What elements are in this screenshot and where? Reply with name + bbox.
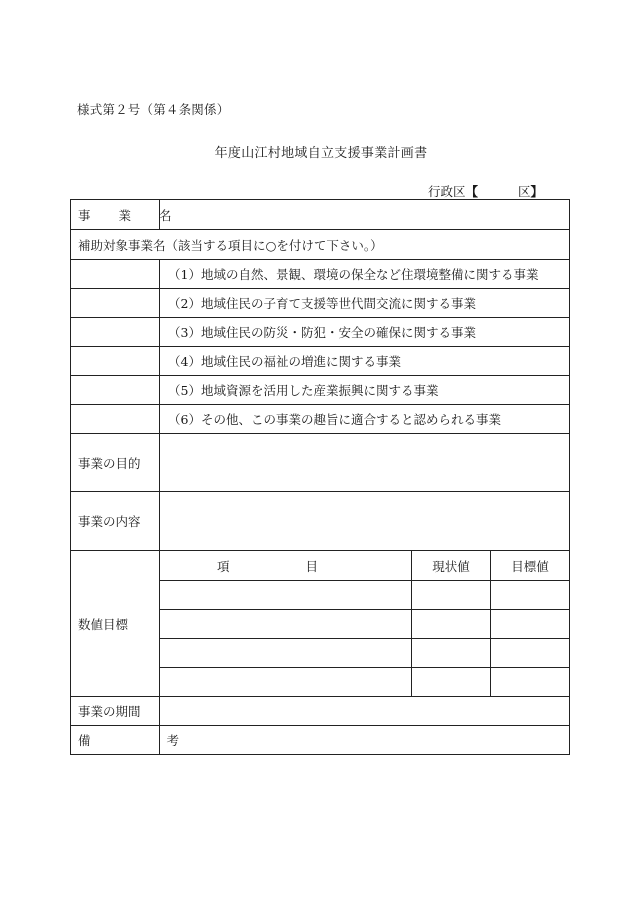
numeric-target-header: 目標値 — [491, 551, 570, 581]
numeric-target-input[interactable] — [491, 639, 570, 668]
numeric-item-input[interactable] — [160, 668, 412, 697]
district-suffix: 区 — [518, 184, 531, 199]
numeric-current-input[interactable] — [412, 639, 491, 668]
remarks-input[interactable] — [160, 726, 570, 755]
numeric-target-input[interactable] — [491, 610, 570, 639]
purpose-label: 事業の目的 — [71, 434, 160, 492]
remarks-row — [71, 726, 570, 755]
target-heading: 補助対象事業名（該当する項目に○を付けて下さい。） — [71, 230, 570, 260]
numeric-item-header: 項 目 — [160, 551, 412, 581]
district-field — [428, 182, 543, 200]
district-close-bracket: 】 — [530, 184, 544, 199]
numeric-label: 数値目標 — [71, 551, 160, 697]
document-title: 年度山江村地域自立支援事業計画書 — [214, 146, 428, 161]
period-row — [71, 697, 570, 726]
plan-table — [70, 199, 570, 755]
numeric-item-input[interactable] — [160, 610, 412, 639]
target-item-row — [71, 318, 570, 347]
content-row — [71, 492, 570, 551]
numeric-current-input[interactable] — [412, 581, 491, 610]
target-item-mark-cell[interactable] — [71, 260, 160, 289]
purpose-input[interactable] — [160, 434, 570, 492]
target-item-row — [71, 289, 570, 318]
purpose-row — [71, 434, 570, 492]
target-item-label: （5）地域資源を活用した産業振興に関する事業 — [160, 376, 570, 405]
district-open-bracket: 【 — [465, 184, 479, 199]
target-item-mark-cell[interactable] — [71, 376, 160, 405]
target-item-label: （2）地域住民の子育て支援等世代間交流に関する事業 — [160, 289, 570, 318]
numeric-item-input[interactable] — [160, 581, 412, 610]
target-heading-row — [71, 230, 570, 260]
district-prefix: 行政区 — [428, 184, 466, 199]
target-item-label: （4）地域住民の福祉の増進に関する事業 — [160, 347, 570, 376]
target-item-row — [71, 405, 570, 434]
target-item-mark-cell[interactable] — [71, 405, 160, 434]
numeric-item-input[interactable] — [160, 639, 412, 668]
project-name-label: 事 業 名 — [71, 200, 160, 230]
target-item-mark-cell[interactable] — [71, 289, 160, 318]
numeric-current-input[interactable] — [412, 610, 491, 639]
target-item-row — [71, 376, 570, 405]
period-input[interactable] — [160, 697, 570, 726]
content-label: 事業の内容 — [71, 492, 160, 551]
numeric-current-header: 現状値 — [412, 551, 491, 581]
target-item-row — [71, 260, 570, 289]
numeric-target-input[interactable] — [491, 668, 570, 697]
target-item-label: （1）地域の自然、景観、環境の保全など住環境整備に関する事業 — [160, 260, 570, 289]
project-name-input[interactable] — [160, 200, 570, 230]
target-item-mark-cell[interactable] — [71, 347, 160, 376]
target-item-label: （6）その他、この事業の趣旨に適合すると認められる事業 — [160, 405, 570, 434]
numeric-current-input[interactable] — [412, 668, 491, 697]
target-item-mark-cell[interactable] — [71, 318, 160, 347]
numeric-target-input[interactable] — [491, 581, 570, 610]
content-input[interactable] — [160, 492, 570, 551]
project-name-row — [71, 200, 570, 230]
target-item-row — [71, 347, 570, 376]
period-label: 事業の期間 — [71, 697, 160, 726]
target-item-label: （3）地域住民の防災・防犯・安全の確保に関する事業 — [160, 318, 570, 347]
remarks-label: 備 考 — [71, 726, 160, 755]
form-number: 様式第２号（第４条関係） — [77, 102, 230, 117]
numeric-header-row — [71, 551, 570, 581]
